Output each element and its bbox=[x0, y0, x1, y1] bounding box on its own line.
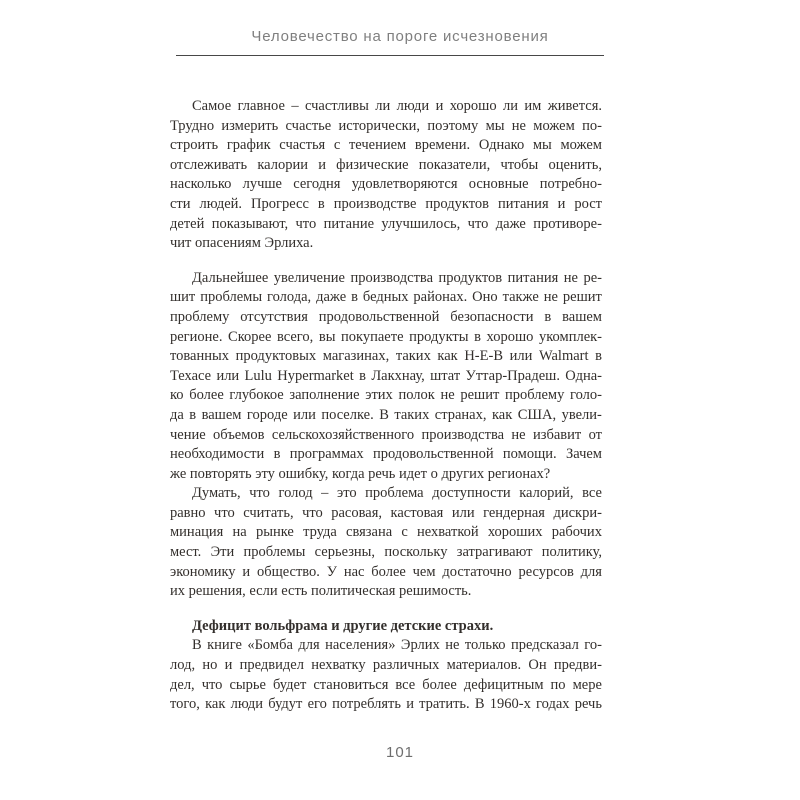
text-line: сти людей. Прогресс в производстве продуктов питания и рост bbox=[170, 195, 602, 212]
text-line: отслеживать калории и физические показатели, чтобы оценить, bbox=[170, 156, 602, 173]
text-line: строить график счастья с течением времени. Однако мы можем bbox=[170, 137, 602, 154]
text-line: насколько лучше сегодня удовлетворяются основные потребно- bbox=[170, 176, 602, 193]
page-header bbox=[0, 0, 800, 56]
text-line: экономику и общество. У нас более чем достаточно ресурсов для bbox=[170, 563, 602, 580]
text-column bbox=[170, 97, 602, 715]
page-number: 101 bbox=[385, 744, 415, 761]
text-line: ко более глубокое заполнение этих полок не решит проблему голо- bbox=[170, 387, 602, 404]
header-rule bbox=[176, 55, 604, 56]
text-line: их решения, если есть политическая решимость. bbox=[170, 583, 472, 600]
paragraph bbox=[170, 269, 602, 485]
text-line: Думать, что голод – это проблема доступности калорий, все bbox=[192, 485, 602, 502]
text-line: детей показывают, что питание улучшилось, что даже противоре- bbox=[170, 215, 602, 232]
text-line: лод, но и предвидел нехватку различных материалов. Он предви- bbox=[170, 657, 602, 674]
text-line: равно что считать, что расовая, кастовая или гендерная дискри- bbox=[170, 504, 602, 521]
text-line: же повторять эту ошибку, когда речь идет о других регионах? bbox=[170, 465, 551, 482]
text-line: Трудно измерить счастье исторически, поэтому мы не можем по- bbox=[170, 117, 602, 134]
text-line: шит проблемы голода, даже в бедных районах. Оно также не решит bbox=[170, 289, 602, 306]
text-line: регионе. Скорее всего, вы покупаете продукты в хорошо укомплек- bbox=[170, 328, 602, 345]
text-line: минация на рынке труда связана с нехваткой хороших рабочих bbox=[170, 524, 602, 541]
text-line: чит опасениям Эрлиха. bbox=[170, 235, 314, 252]
text-line: В книге «Бомба для населения» Эрлих не только предсказал го- bbox=[192, 637, 602, 654]
running-title: Человечество на пороге исчезновения bbox=[251, 28, 549, 45]
text-line: Самое главное – счастливы ли люди и хорошо ли им живется. bbox=[192, 98, 602, 114]
paragraph bbox=[170, 636, 602, 714]
text-line: того, как люди будут его потреблять и тратить. В 1960-х годах речь bbox=[170, 696, 602, 713]
text-line: Техасе или Lulu Hypermarket в Лакхнау, штат Уттар-Прадеш. Одна- bbox=[170, 367, 602, 384]
text-line: дел, что сырье будет становиться все более дефицитным по мере bbox=[170, 676, 602, 693]
paragraph bbox=[170, 97, 602, 254]
text-line: тованных продуктовых магазинах, таких как H-E-B или Walmart в bbox=[170, 348, 602, 365]
text-line: проблему отсутствия продовольственной безопасности в вашем bbox=[170, 308, 602, 325]
text-line: да в вашем городе или поселке. В таких странах, как США, увели- bbox=[170, 406, 602, 423]
section-heading: Дефицит вольфрама и другие детские страхи. bbox=[192, 617, 494, 634]
text-line: чение объемов сельскохозяйственного производства не избавит от bbox=[170, 426, 602, 443]
text-line: Дальнейшее увеличение производства продуктов питания не ре- bbox=[192, 269, 602, 286]
text-line: необходимости в программах продовольственной помощи. Зачем bbox=[170, 446, 602, 463]
paragraph bbox=[170, 484, 602, 602]
text-line: мест. Эти проблемы серьезны, поскольку затрагивают политику, bbox=[170, 544, 602, 561]
